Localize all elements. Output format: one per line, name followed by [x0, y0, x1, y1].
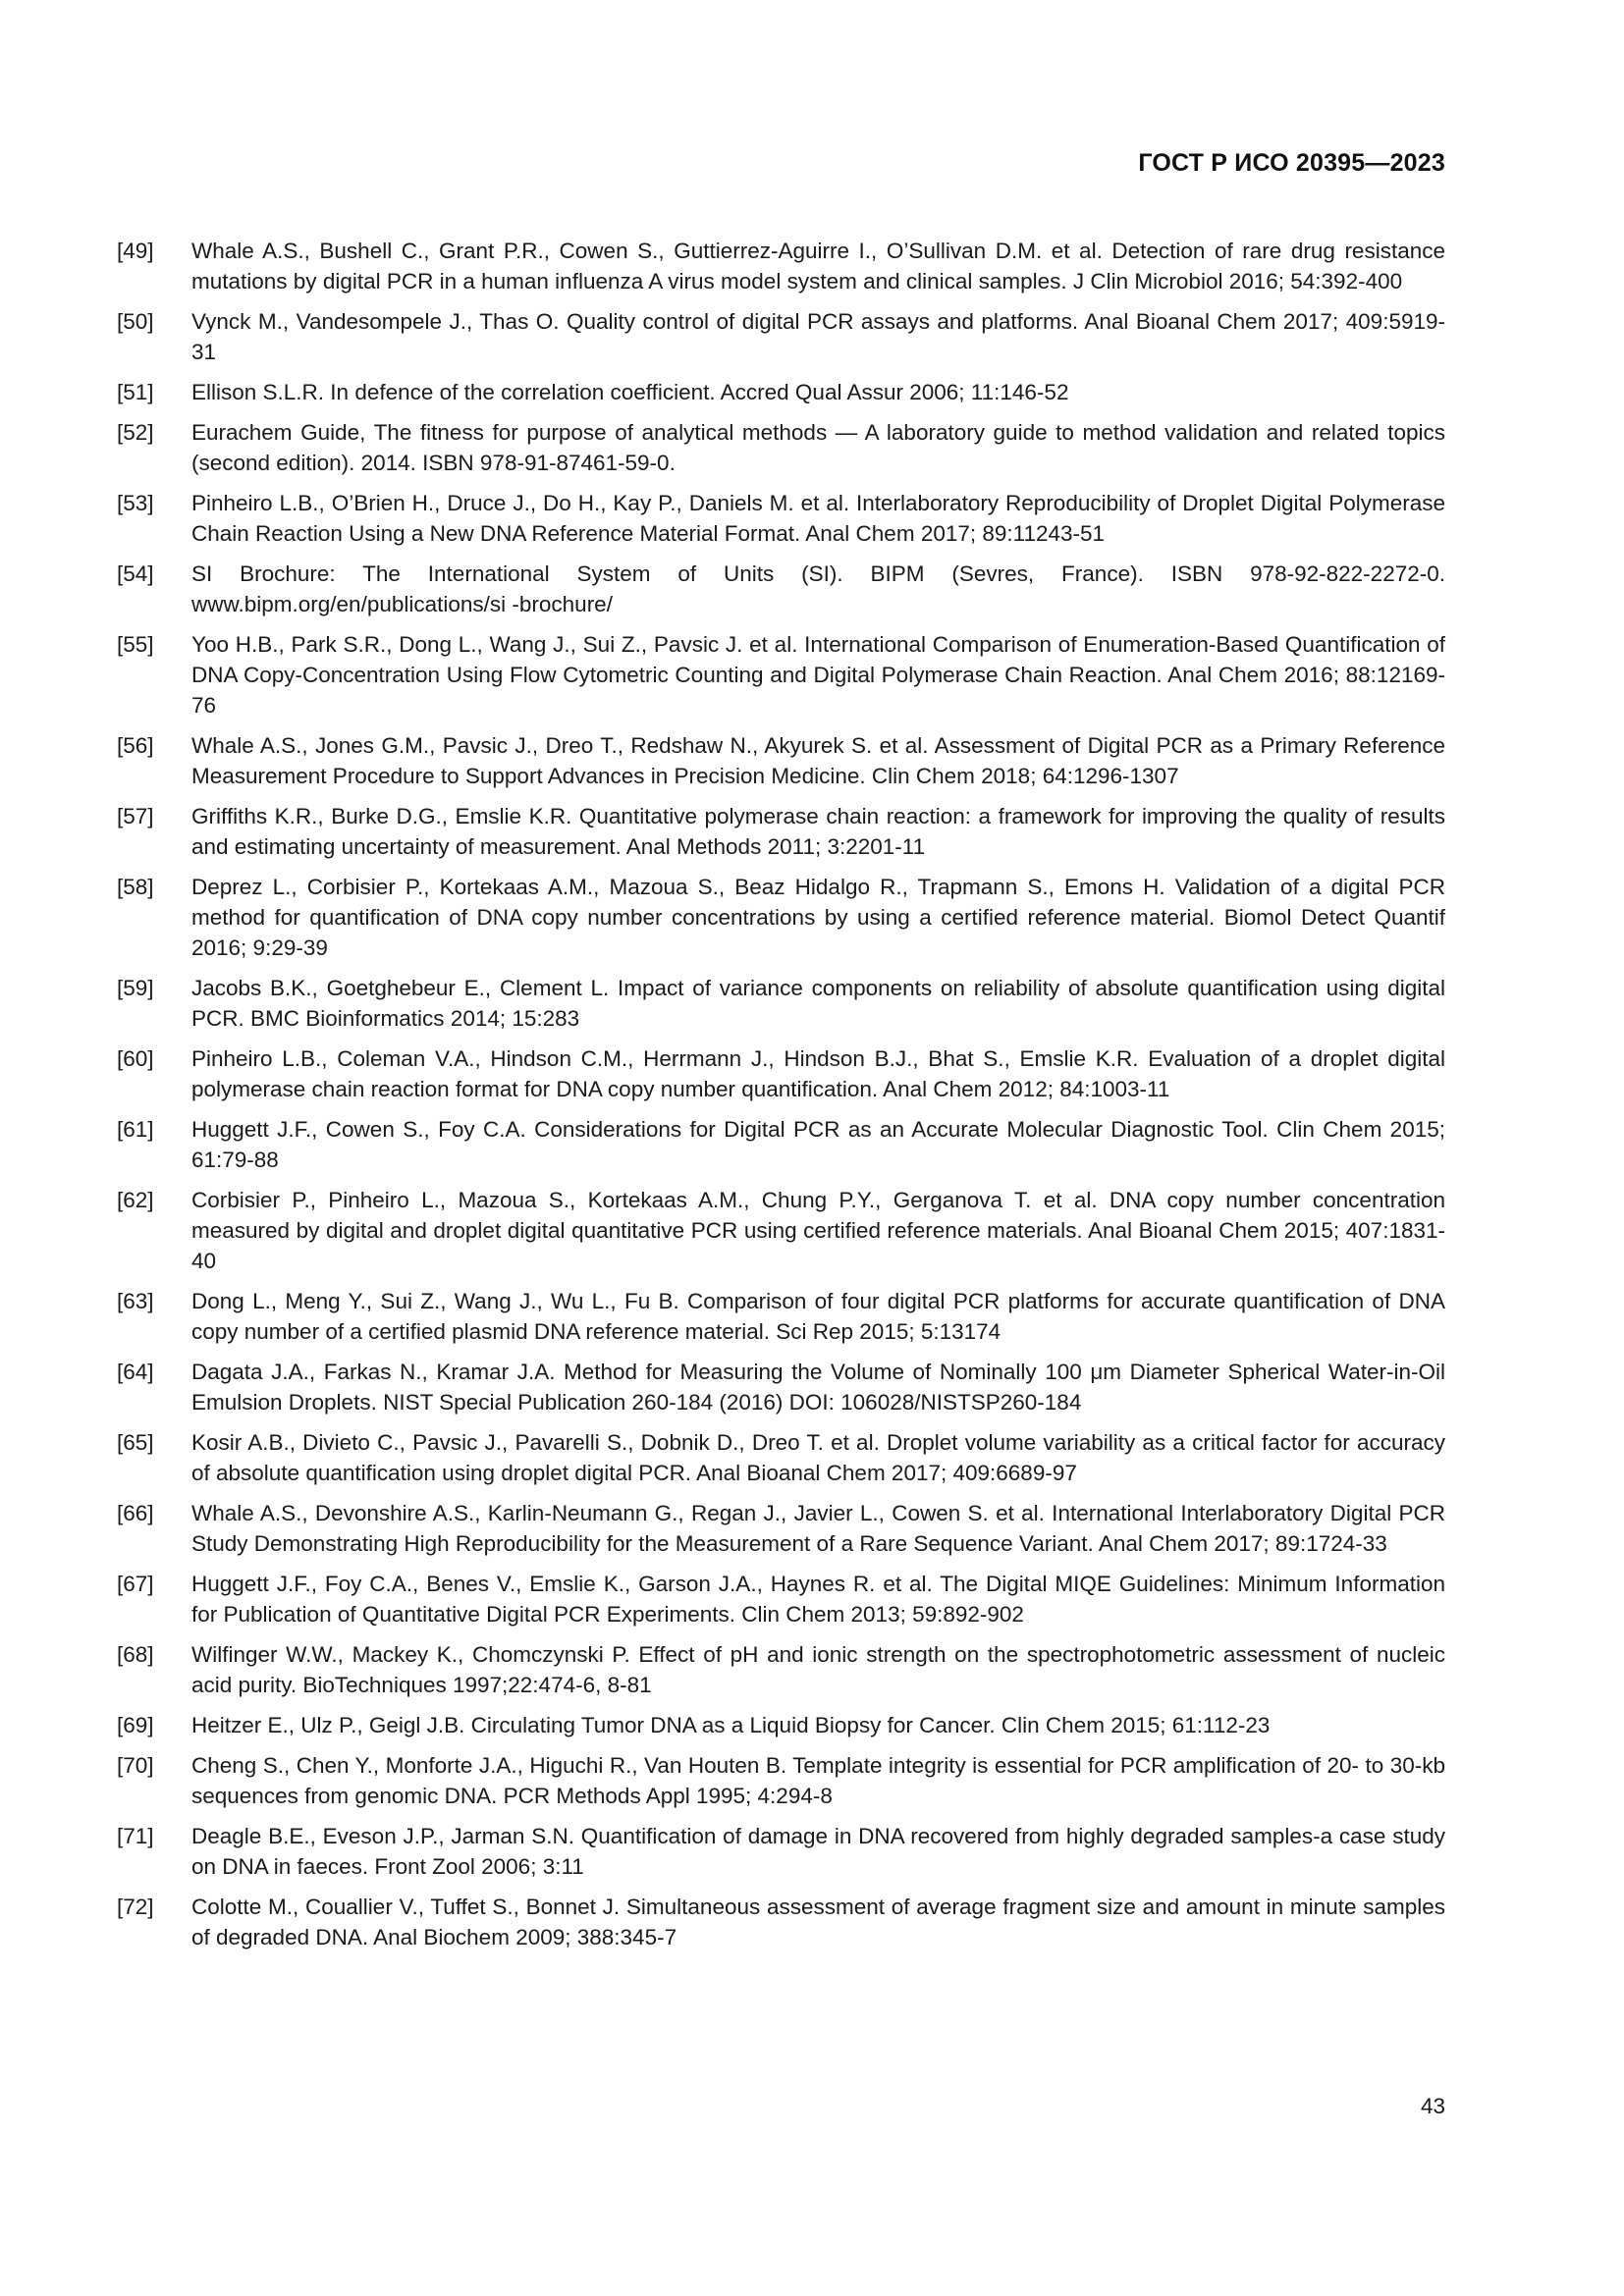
reference-text: Wilfinger W.W., Mackey K., Chomczynski P. Effect of pH and ionic strength on the spectrophotometric assessment of nucleic acid purity. BioTechniques 1997;22:474-6, 8-81 [191, 1642, 1445, 1697]
reference-number: [72] [117, 1895, 154, 1919]
reference-text: Whale A.S., Jones G.M., Pavsic J., Dreo T., Redshaw N., Akyurek S. et al. Assessment of Digital PCR as a Primary Reference Measurement Procedure to Support Advances in Precision Medicine. Clin Chem 2018; 64:1296-1307 [191, 733, 1445, 788]
reference-text: Jacobs B.K., Goetghebeur E., Clement L. Impact of variance components on reliability of absolute quantification using digital PCR. BMC Bioinformatics 2014; 15:283 [191, 976, 1445, 1031]
reference-number: [69] [117, 1713, 154, 1737]
reference-item [117, 1043, 1445, 1104]
reference-number: [67] [117, 1572, 154, 1596]
reference-text: Pinheiro L.B., Coleman V.A., Hindson C.M., Herrmann J., Hindson B.J., Bhat S., Emslie K.R. Evaluation of a droplet digital polymerase chain reaction format for DNA copy number quantification. Anal Chem 2012; 84:1003-11 [191, 1046, 1445, 1101]
reference-item [117, 1821, 1445, 1882]
reference-number: [68] [117, 1642, 154, 1667]
reference-item [117, 1427, 1445, 1488]
reference-text: Whale A.S., Devonshire A.S., Karlin-Neumann G., Regan J., Javier L., Cowen S. et al. International Interlaboratory Digital PCR Study Demonstrating High Reproducibility for the Measurement of a Rare Sequence Variant. Anal Chem 2017; 89:1724-33 [191, 1501, 1445, 1556]
reference-item [117, 1750, 1445, 1811]
reference-item [117, 559, 1445, 619]
reference-number: [52] [117, 420, 154, 445]
reference-item [117, 1286, 1445, 1347]
reference-number: [50] [117, 309, 154, 334]
reference-item [117, 730, 1445, 791]
reference-item [117, 1357, 1445, 1417]
reference-text: Huggett J.F., Cowen S., Foy C.A. Considerations for Digital PCR as an Accurate Molecular Diagnostic Tool. Clin Chem 2015; 61:79-88 [191, 1117, 1445, 1172]
reference-item [117, 1569, 1445, 1629]
page-number: 43 [1420, 2094, 1445, 2118]
reference-number: [55] [117, 632, 154, 657]
reference-item [117, 1498, 1445, 1559]
reference-item [117, 629, 1445, 721]
reference-item [117, 872, 1445, 963]
reference-item [117, 306, 1445, 367]
reference-text: Dagata J.A., Farkas N., Kramar J.A. Method for Measuring the Volume of Nominally 100 μm Diameter Spherical Water-in-Oil Emulsion Droplets. NIST Special Publication 260-184 (2016) DOI: 106028/NISTSP260-184 [191, 1360, 1445, 1415]
reference-item [117, 236, 1445, 296]
reference-item [117, 1639, 1445, 1700]
document-standard-id: ГОСТ Р ИСО 20395—2023 [1138, 149, 1445, 177]
reference-number: [60] [117, 1046, 154, 1071]
reference-text: Huggett J.F., Foy C.A., Benes V., Emslie K., Garson J.A., Haynes R. et al. The Digital MIQE Guidelines: Minimum Information for Publication of Quantitative Digital PCR Experiments. Clin Chem 2013; 59:892-902 [191, 1572, 1445, 1627]
reference-list [117, 236, 1445, 1962]
reference-text: Corbisier P., Pinheiro L., Mazoua S., Kortekaas A.M., Chung P.Y., Gerganova T. et al. DNA copy number concentration measured by digital and droplet digital quantitative PCR using certified reference materials. Anal Bioanal Chem 2015; 407:1831-40 [191, 1188, 1445, 1273]
reference-item [117, 1185, 1445, 1276]
reference-number: [59] [117, 976, 154, 1000]
reference-number: [61] [117, 1117, 154, 1142]
reference-text: Ellison S.L.R. In defence of the correlation coefficient. Accred Qual Assur 2006; 11:146-52 [191, 380, 1069, 404]
reference-item [117, 1114, 1445, 1175]
reference-number: [49] [117, 239, 154, 263]
reference-item [117, 377, 1445, 407]
reference-item [117, 1710, 1445, 1740]
reference-number: [65] [117, 1430, 154, 1455]
reference-number: [66] [117, 1501, 154, 1525]
reference-text: Deagle B.E., Eveson J.P., Jarman S.N. Quantification of damage in DNA recovered from highly degraded samples-a case study on DNA in faeces. Front Zool 2006; 3:11 [191, 1824, 1445, 1879]
reference-text: Heitzer E., Ulz P., Geigl J.B. Circulating Tumor DNA as a Liquid Biopsy for Cancer. Clin Chem 2015; 61:112-23 [191, 1713, 1271, 1737]
reference-number: [58] [117, 875, 154, 899]
reference-item [117, 488, 1445, 549]
reference-item [117, 801, 1445, 862]
reference-text: Colotte M., Couallier V., Tuffet S., Bonnet J. Simultaneous assessment of average fragment size and amount in minute samples of degraded DNA. Anal Biochem 2009; 388:345-7 [191, 1895, 1445, 1949]
reference-text: Deprez L., Corbisier P., Kortekaas A.M., Mazoua S., Beaz Hidalgo R., Trapmann S., Emons H. Validation of a digital PCR method for quantification of DNA copy number concentrations by using a certified reference material. Biomol Detect Quantif 2016; 9:29-39 [191, 875, 1445, 960]
reference-text: Whale A.S., Bushell C., Grant P.R., Cowen S., Guttierrez-Aguirre I., O’Sullivan D.M. et al. Detection of rare drug resistance mutations by digital PCR in a human influenza A virus model system and clinical samples. J Clin Microbiol 2016; 54:392-400 [191, 239, 1445, 294]
reference-number: [56] [117, 733, 154, 758]
reference-text: Yoo H.B., Park S.R., Dong L., Wang J., Sui Z., Pavsic J. et al. International Comparison of Enumeration-Based Quantification of DNA Copy-Concentration Using Flow Cytometric Counting and Digital Polymerase Chain Reaction. Anal Chem 2016; 88:12169-76 [191, 632, 1445, 718]
reference-number: [62] [117, 1188, 154, 1212]
reference-number: [71] [117, 1824, 154, 1848]
reference-item [117, 1892, 1445, 1952]
reference-text: Kosir A.B., Divieto C., Pavsic J., Pavarelli S., Dobnik D., Dreo T. et al. Droplet volume variability as a critical factor for accuracy of absolute quantification using droplet digital PCR. Anal Bioanal Chem 2017; 409:6689-97 [191, 1430, 1445, 1485]
reference-number: [70] [117, 1753, 154, 1778]
reference-text: Dong L., Meng Y., Sui Z., Wang J., Wu L., Fu B. Comparison of four digital PCR platforms for accurate quantification of DNA copy number of a certified plasmid DNA reference material. Sci Rep 2015; 5:13174 [191, 1289, 1445, 1344]
reference-text: Vynck M., Vandesompele J., Thas O. Quality control of digital PCR assays and platforms. Anal Bioanal Chem 2017; 409:5919-31 [191, 309, 1445, 364]
reference-text: Eurachem Guide, The fitness for purpose of analytical methods — A laboratory guide to method validation and related topics (second edition). 2014. ISBN 978-91-87461-59-0. [191, 420, 1445, 475]
reference-number: [64] [117, 1360, 154, 1384]
reference-item [117, 417, 1445, 478]
reference-number: [57] [117, 804, 154, 828]
reference-text: SI Brochure: The International System of Units (SI). BIPM (Sevres, France). ISBN 978-92-822-2272-0. www.bipm.org/en/publications/si -brochure/ [191, 561, 1445, 616]
reference-number: [63] [117, 1289, 154, 1313]
reference-text: Cheng S., Chen Y., Monforte J.A., Higuchi R., Van Houten B. Template integrity is essential for PCR amplification of 20- to 30-kb sequences from genomic DNA. PCR Methods Appl 1995; 4:294-8 [191, 1753, 1445, 1808]
reference-number: [54] [117, 561, 154, 586]
reference-number: [51] [117, 380, 154, 404]
reference-item [117, 973, 1445, 1034]
reference-number: [53] [117, 491, 154, 515]
reference-text: Pinheiro L.B., O’Brien H., Druce J., Do H., Kay P., Daniels M. et al. Interlaboratory Reproducibility of Droplet Digital Polymerase Chain Reaction Using a New DNA Reference Material Format. Anal Chem 2017; 89:11243-51 [191, 491, 1445, 546]
reference-text: Griffiths K.R., Burke D.G., Emslie K.R. Quantitative polymerase chain reaction: a framework for improving the quality of results and estimating uncertainty of measurement. Anal Methods 2011; 3:2201-11 [191, 804, 1445, 859]
